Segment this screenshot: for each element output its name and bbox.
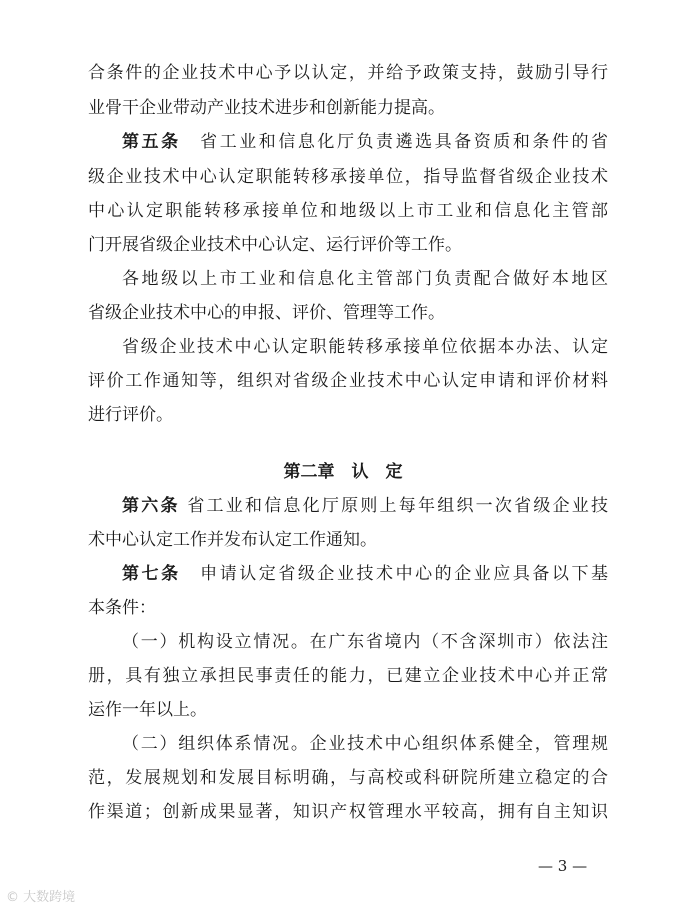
article-5-text: 省工业和信息化厅负责遴选具备资质和条件的省 bbox=[200, 132, 609, 152]
article-6-label: 第六条 bbox=[122, 496, 180, 516]
text-line: 各地级以上市工业和信息化主管部门负责配合做好本地区 bbox=[122, 269, 608, 289]
text-line: 省级企业技术中心认定职能转移承接单位依据本办法、认定 bbox=[122, 337, 608, 357]
text-line: 运作一年以上。 bbox=[88, 700, 207, 720]
article-7-text: 申请认定省级企业技术中心的企业应具备以下基 bbox=[200, 564, 609, 584]
text-line: 业骨干企业带动产业技术进步和创新能力提高。 bbox=[88, 98, 445, 118]
text-line: 本条件： bbox=[88, 598, 156, 618]
article-5-line bbox=[122, 132, 608, 152]
text-line: 术中心认定工作并发布认定工作通知。 bbox=[88, 530, 377, 550]
article-7-line bbox=[122, 564, 608, 584]
article-6-line bbox=[122, 496, 608, 516]
text-line: 级企业技术中心认定职能转移承接单位，指导监督省级企业技术 bbox=[88, 167, 608, 187]
text-line: 评价工作通知等，组织对省级企业技术中心认定申请和评价材料 bbox=[88, 371, 608, 391]
article-5-label: 第五条 bbox=[122, 132, 181, 152]
text-line: 门开展省级企业技术中心认定、运行评价等工作。 bbox=[88, 235, 462, 255]
text-line: 册，具有独立承担民事责任的能力，已建立企业技术中心并正常 bbox=[88, 666, 608, 686]
text-line: （一）机构设立情况。在广东省境内（不含深圳市）依法注 bbox=[122, 632, 608, 652]
watermark bbox=[6, 890, 75, 906]
article-7-label: 第七条 bbox=[122, 564, 181, 584]
text-line: 省级企业技术中心的申报、评价、管理等工作。 bbox=[88, 303, 445, 323]
text-line: 范，发展规划和发展目标明确，与高校或科研院所建立稳定的合 bbox=[88, 768, 608, 788]
watermark-logo-icon: © bbox=[6, 890, 19, 905]
text-line: 中心认定职能转移承接单位和地级以上市工业和信息化主管部 bbox=[88, 201, 608, 221]
chapter-heading: 第二章 认 定 bbox=[283, 462, 403, 482]
text-line: （二）组织体系情况。企业技术中心组织体系健全，管理规 bbox=[122, 734, 608, 754]
watermark-text: 大数跨境 bbox=[23, 890, 76, 905]
text-line: 进行评价。 bbox=[88, 405, 173, 425]
text-line: 合条件的企业技术中心予以认定，并给予政策支持，鼓励引导行 bbox=[88, 63, 608, 83]
text-line: 作渠道；创新成果显著，知识产权管理水平较高，拥有自主知识 bbox=[88, 802, 608, 822]
article-6-text: 省工业和信息化厅原则上每年组织一次省级企业技 bbox=[187, 496, 609, 516]
page-number: — 3 — bbox=[538, 857, 588, 875]
